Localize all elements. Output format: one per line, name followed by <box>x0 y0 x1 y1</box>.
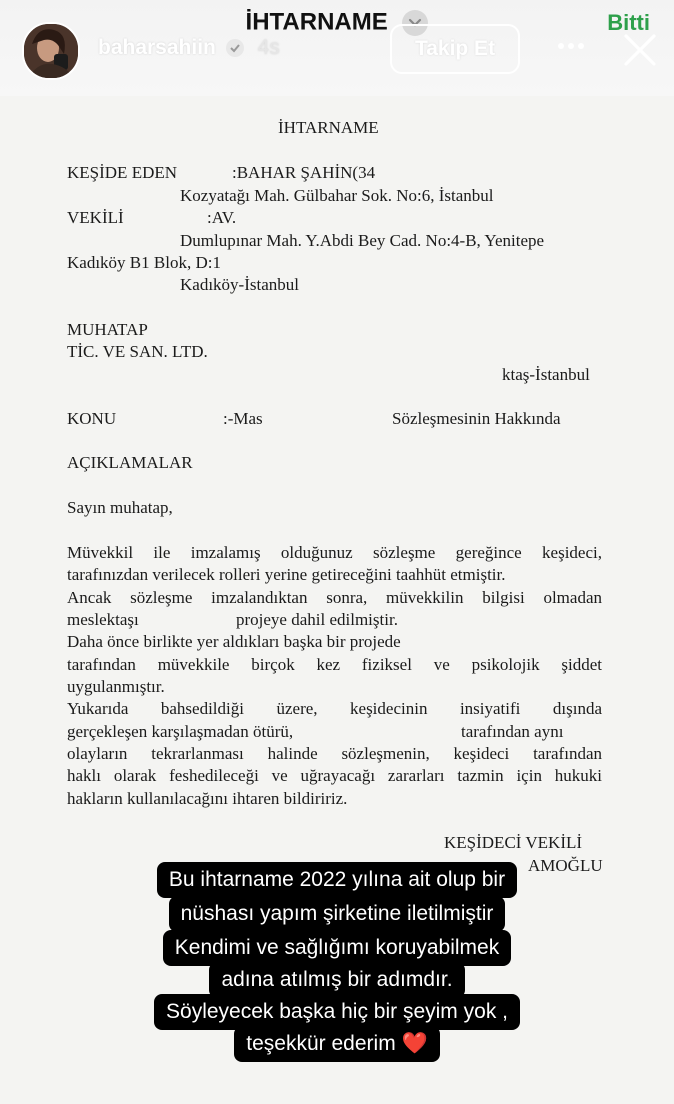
attorney-label: VEKİLİ <box>67 208 124 227</box>
signature-name: AMOĞLU <box>528 856 603 875</box>
caption-line-3: Kendimi ve sağlığımı koruyabilmek <box>0 930 674 966</box>
subject-value-start: :-Mas <box>223 409 263 428</box>
subject-value-end: Sözleşmesinin Hakkında <box>392 409 561 428</box>
caption-line-4: adına atılmış bir adımdır. <box>0 962 674 998</box>
para4-line5: hakların kullanılacağını ihtaren bildiririz. <box>67 789 348 808</box>
para2-line2b: projeye dahil edilmiştir. <box>236 610 398 629</box>
heart-emoji-icon: ❤️ <box>401 1032 428 1055</box>
done-button[interactable]: Bitti <box>607 10 650 35</box>
subject-label: KONU <box>67 409 117 428</box>
para2-line2a: meslektaşı <box>67 610 139 629</box>
close-icon[interactable] <box>622 32 658 68</box>
caption-line-5: Söyleyecek başka hiç bir şeyim yok , <box>0 994 674 1030</box>
attorney-address-3: Kadıköy-İstanbul <box>180 275 299 294</box>
para1-line1: Müvekkil ile imzalamış olduğunuz sözleşme gereğince keşideci, <box>67 543 602 562</box>
addressee-label: MUHATAP <box>67 320 148 339</box>
para3-line3: uygulanmıştır. <box>67 677 165 696</box>
sender-label: KEŞİDE EDEN <box>67 163 178 182</box>
para2-line1: Ancak sözleşme imzalandıktan sonra, müvekkilin bilgisi olmadan <box>67 588 602 607</box>
para4-line2b: tarafından aynı <box>461 722 564 741</box>
attorney-address-2: Kadıköy B1 Blok, D:1 <box>67 253 221 272</box>
para1-line2: tarafınızdan verilecek rolleri yerine getireceğini taahhüt etmiştir. <box>67 565 506 584</box>
story-time: 4s <box>257 36 280 59</box>
explanations-heading: AÇIKLAMALAR <box>67 453 193 472</box>
document-heading: İHTARNAME <box>278 118 379 137</box>
caption-line-2: nüshası yapım şirketine iletilmiştir <box>0 896 674 932</box>
para4-line2a: gerçekleşen karşılaşmadan ötürü, <box>67 722 294 741</box>
follow-button[interactable]: Takip Et <box>390 24 520 74</box>
story-user[interactable] <box>98 36 280 60</box>
para3-line1: Daha önce birlikte yer aldıkları başka bir projede <box>67 632 401 651</box>
attorney-value: :AV. <box>207 208 237 227</box>
story-title-bar[interactable] <box>0 8 674 37</box>
addressee-city: ktaş-İstanbul <box>502 365 590 384</box>
para4-line3: olayların tekrarlanması halinde sözleşmenin, keşideci tarafından <box>67 744 602 763</box>
sender-address: Kozyatağı Mah. Gülbahar Sok. No:6, İstanbul <box>180 186 494 205</box>
addressee-company: TİC. VE SAN. LTD. <box>67 342 208 361</box>
attorney-address-1: Dumlupınar Mah. Y.Abdi Bey Cad. No:4-B, Yenitepe <box>180 231 545 250</box>
para3-line2: tarafından müvekkile birçok kez fiziksel ve psikolojik şiddet <box>67 655 602 674</box>
story-title: İHTARNAME <box>245 8 388 36</box>
verified-badge-icon <box>226 39 244 57</box>
caption-line-1: Bu ihtarname 2022 yılına ait olup bir <box>0 862 674 898</box>
para4-line1: Yukarıda bahsedildiği üzere, keşidecinin insiyatifi dışında <box>67 699 602 718</box>
username[interactable]: baharsahiin <box>98 36 216 59</box>
signature-title: KEŞİDECİ VEKİLİ <box>444 833 583 852</box>
caption-line-6: teşekkür ederim ❤️ <box>0 1026 674 1062</box>
avatar[interactable] <box>22 22 80 80</box>
para4-line4: haklı olarak feshedileceği ve uğrayacağı zararları tazmin için hukuki <box>67 766 602 785</box>
sender-value: :BAHAR ŞAHİN(34 <box>232 163 376 182</box>
greeting: Sayın muhatap, <box>67 498 173 517</box>
more-options-icon[interactable] <box>556 36 586 56</box>
